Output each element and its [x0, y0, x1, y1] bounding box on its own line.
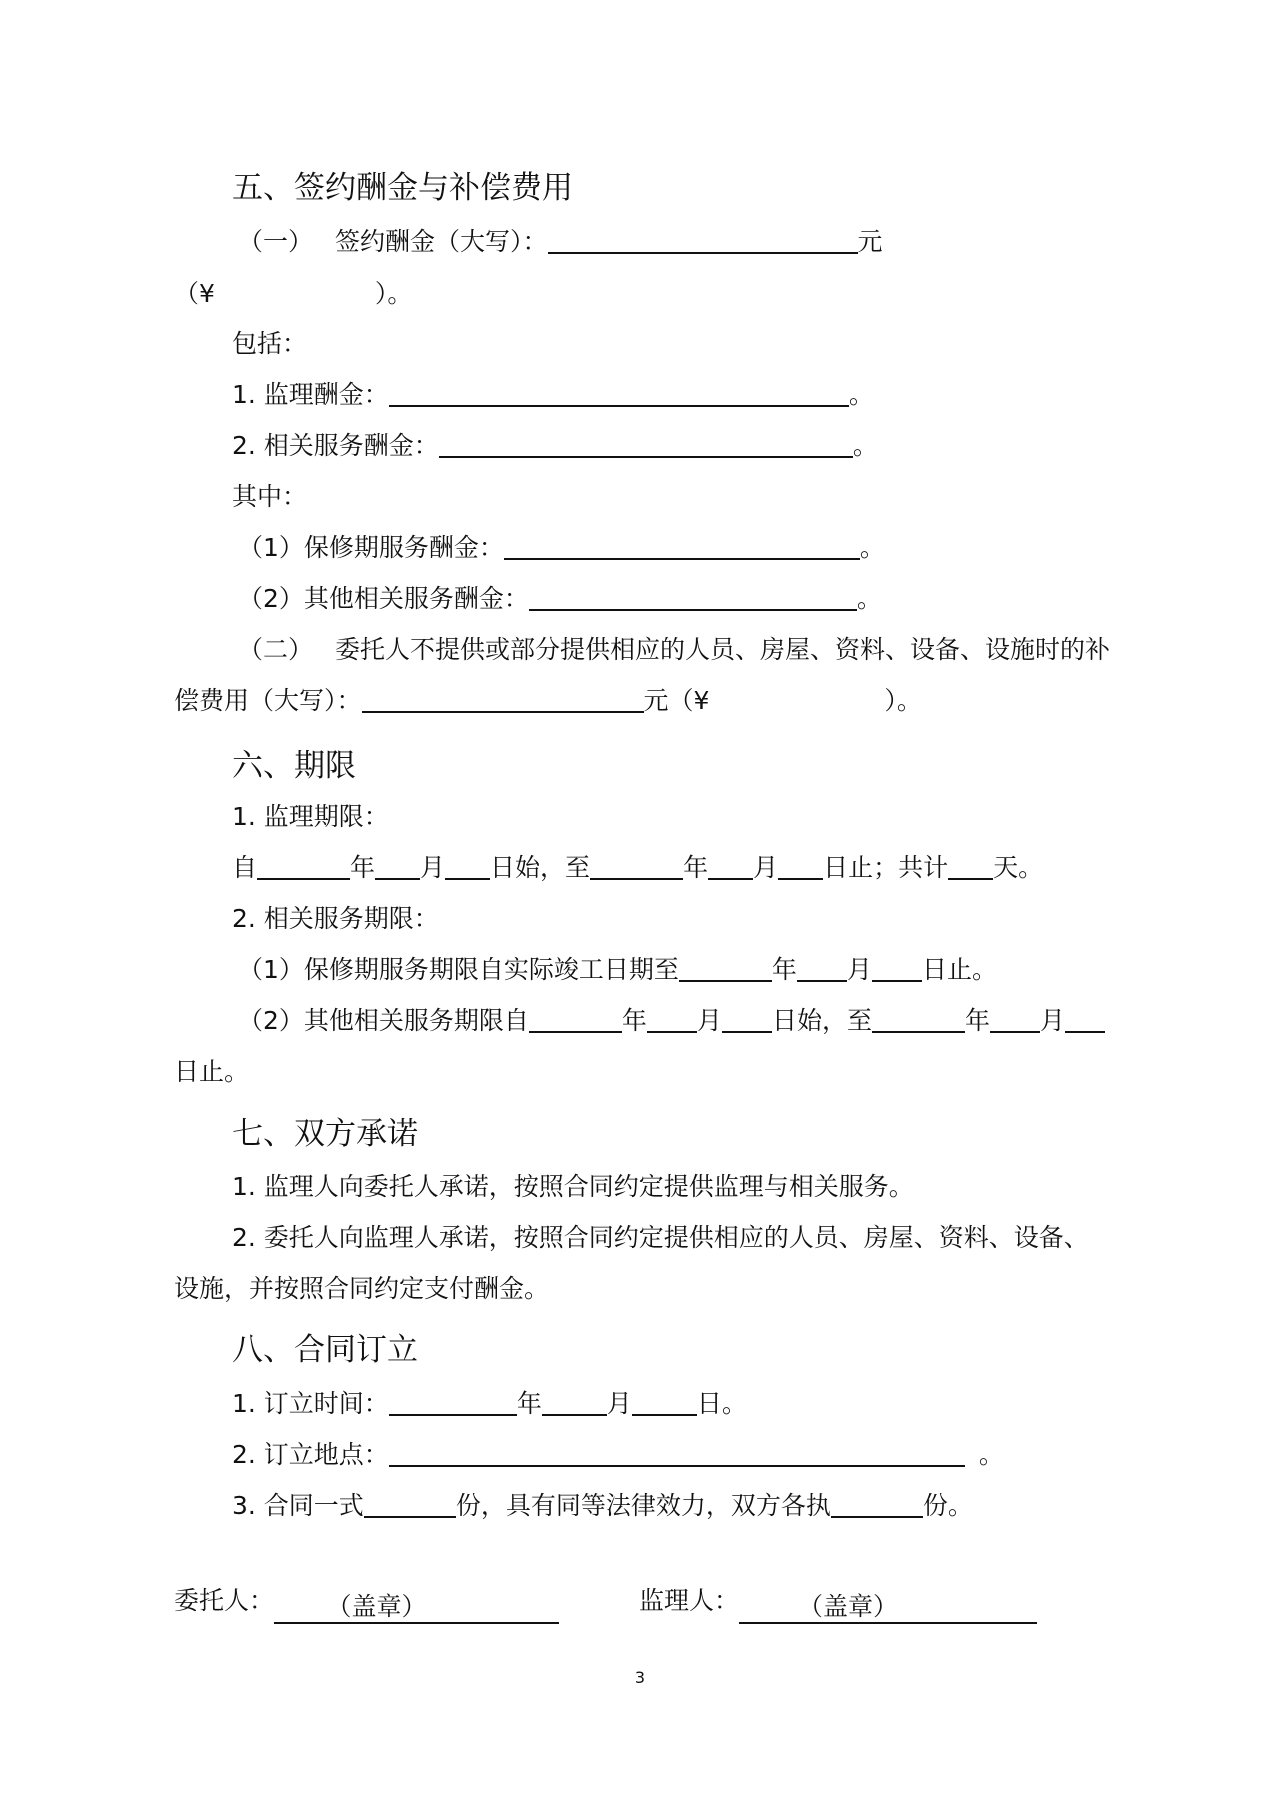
copies-text-c: 份。 [922, 1491, 973, 1520]
text-year: 年 [683, 853, 709, 882]
sec5-item2-text: 委托人不提供或部分提供相应的人员、房屋、资料、设备、设施时的补 [335, 635, 1111, 664]
period-mark: 。 [852, 431, 878, 460]
text-month: 月 [846, 955, 872, 984]
sec5-item1-line [238, 225, 883, 259]
supervisor-seal-field[interactable] [739, 1592, 1037, 1624]
text-month: 月 [606, 1389, 632, 1418]
related-service-fee-blank[interactable] [439, 430, 853, 458]
sec5-sub1-line [238, 531, 885, 565]
other-start-year-blank[interactable] [529, 1005, 622, 1033]
warranty-year-blank[interactable] [679, 954, 772, 982]
section-5-title: 五、签约酬金与补偿费用 [232, 170, 573, 206]
text-year: 年 [350, 853, 376, 882]
sec5-item2-yuan-yen: 元（¥ [643, 686, 710, 715]
period-mark: 。 [856, 584, 882, 613]
warranty-period-text: （1）保修期服务期限自实际竣工日期至 [238, 955, 679, 984]
text-day-start-to: 日始，至 [771, 1006, 872, 1035]
copies-text-a: 3. 合同一式 [232, 1491, 364, 1520]
sec8-copies-line [232, 1489, 973, 1523]
period-mark: 。 [859, 533, 885, 562]
signing-place-blank[interactable] [389, 1439, 965, 1467]
text-day-end-total: 日止；共计 [823, 853, 949, 882]
section-7-title: 七、双方承诺 [232, 1116, 418, 1152]
other-service-fee-blank[interactable] [529, 583, 857, 611]
client-signature-line [174, 1584, 559, 1624]
sec6-p1-label: 1. 监理期限： [232, 802, 389, 831]
signing-year-blank[interactable] [389, 1388, 517, 1416]
start-day-blank[interactable] [445, 852, 490, 880]
text-day-start-to: 日始，至 [490, 853, 591, 882]
other-end-month-blank[interactable] [990, 1005, 1040, 1033]
text-day-end: 日止。 [921, 955, 997, 984]
section-8-title: 八、合同订立 [232, 1332, 418, 1368]
supervisor-seal-text: （盖章） [798, 1592, 899, 1621]
total-days-blank[interactable] [948, 852, 993, 880]
supervision-fee-blank[interactable] [389, 379, 849, 407]
supervisor-label: 监理人： [639, 1586, 740, 1615]
text-days: 天。 [993, 853, 1044, 882]
period-mark: 。 [978, 1440, 1004, 1469]
signing-month-blank[interactable] [542, 1388, 607, 1416]
text-year: 年 [771, 955, 797, 984]
text-month: 月 [696, 1006, 722, 1035]
sec5-yen-close: ）。 [374, 279, 413, 308]
sec5-item2-close: ）。 [884, 686, 922, 715]
text-month: 月 [753, 853, 779, 882]
sec5-item1-yuan: 元 [857, 227, 883, 256]
sec5-fee1-line [232, 378, 874, 412]
signing-place-label: 2. 订立地点： [232, 1440, 389, 1469]
total-copies-blank[interactable] [364, 1490, 456, 1518]
sec5-yen-line [174, 277, 412, 311]
sec5-sub2-line [238, 582, 882, 616]
text-zi: 自 [232, 853, 258, 882]
sec5-fee2-label: 2. 相关服务酬金： [232, 431, 439, 460]
sec5-fee1-label: 1. 监理酬金： [232, 380, 389, 409]
end-month-blank[interactable] [708, 852, 753, 880]
sec6-p2-label: 2. 相关服务期限： [232, 904, 439, 933]
sec6-warranty-period-line [238, 953, 997, 987]
sec5-yen-open: （¥ [174, 279, 215, 308]
sec8-time-line [232, 1387, 747, 1421]
start-month-blank[interactable] [375, 852, 420, 880]
sec5-item2-cont: 偿费用（大写）： [174, 686, 362, 715]
each-party-copies-blank[interactable] [831, 1490, 923, 1518]
sec5-fee2-line [232, 429, 878, 463]
signing-fee-blank[interactable] [548, 226, 858, 254]
sec6-supervision-period-line [232, 851, 1043, 885]
sec7-p2-cont: 设施，并按照合同约定支付酬金。 [174, 1274, 550, 1303]
other-end-day-blank[interactable] [1065, 1005, 1105, 1033]
sec6-other-period-line [238, 1004, 1105, 1038]
period-mark: 。 [848, 380, 874, 409]
sec5-item2-prefix: （二） [238, 635, 314, 664]
other-period-text: （2）其他相关服务期限自 [238, 1006, 529, 1035]
other-end-year-blank[interactable] [872, 1005, 965, 1033]
end-year-blank[interactable] [590, 852, 683, 880]
start-year-blank[interactable] [257, 852, 350, 880]
client-seal-text: （盖章） [326, 1592, 427, 1621]
sec5-include-label: 包括： [232, 329, 308, 358]
text-year: 年 [621, 1006, 647, 1035]
text-year: 年 [516, 1389, 542, 1418]
warranty-service-fee-blank[interactable] [504, 532, 860, 560]
compensation-fee-blank[interactable] [362, 685, 644, 713]
sec5-item2-cont-line [174, 684, 922, 718]
sec7-p1: 1. 监理人向委托人承诺，按照合同约定提供监理与相关服务。 [232, 1172, 914, 1201]
sec8-place-line [232, 1438, 1004, 1472]
sec5-item1-prefix: （一） [238, 227, 314, 256]
sec6-other-period-end: 日止。 [174, 1057, 250, 1086]
sec5-item1-label: 签约酬金（大写）： [335, 227, 548, 256]
signing-time-label: 1. 订立时间： [232, 1389, 389, 1418]
sec7-p2: 2. 委托人向监理人承诺，按照合同约定提供相应的人员、房屋、资料、设备、 [232, 1223, 1089, 1252]
client-seal-field[interactable] [274, 1592, 559, 1624]
other-start-day-blank[interactable] [722, 1005, 772, 1033]
text-year: 年 [964, 1006, 990, 1035]
text-month: 月 [420, 853, 446, 882]
client-label: 委托人： [174, 1586, 275, 1615]
warranty-day-blank[interactable] [872, 954, 922, 982]
sec5-sub2-label: （2）其他相关服务酬金： [238, 584, 529, 613]
page-number: 3 [634, 1668, 646, 1687]
other-start-month-blank[interactable] [647, 1005, 697, 1033]
sec5-sub1-label: （1）保修期服务酬金： [238, 533, 504, 562]
warranty-month-blank[interactable] [797, 954, 847, 982]
text-month: 月 [1039, 1006, 1065, 1035]
text-day-end: 日。 [696, 1389, 747, 1418]
sec5-item2-line [238, 633, 1110, 667]
signing-day-blank[interactable] [632, 1388, 697, 1416]
supervisor-signature-line [639, 1584, 1037, 1624]
sec5-among-label: 其中： [232, 482, 308, 511]
section-6-title: 六、期限 [232, 748, 356, 784]
copies-text-b: 份，具有同等法律效力，双方各执 [455, 1491, 831, 1520]
end-day-blank[interactable] [778, 852, 823, 880]
